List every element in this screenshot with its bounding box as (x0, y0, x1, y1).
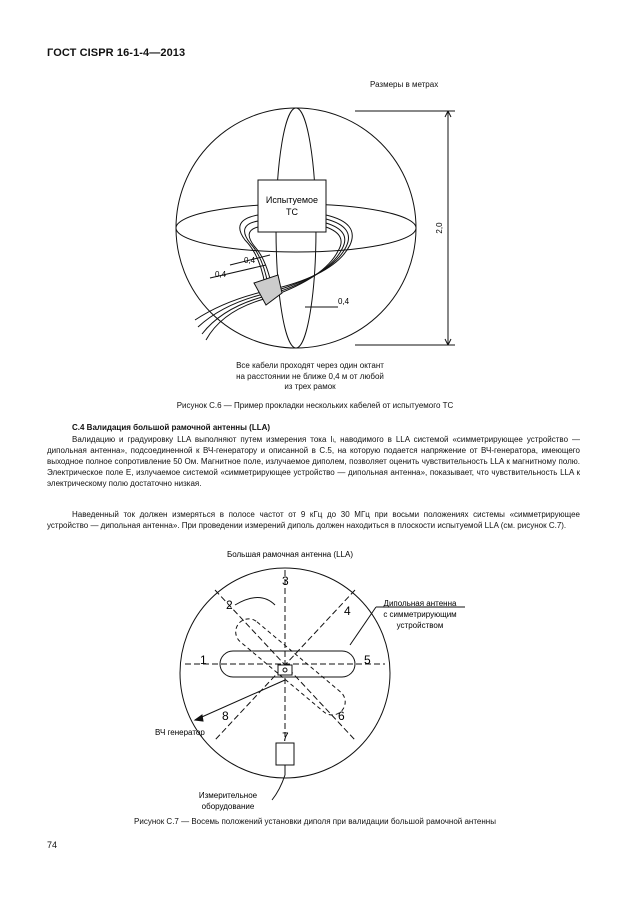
section-heading: С.4 Валидация большой рамочной антенны (LLA) (72, 423, 271, 432)
balun-box (278, 665, 292, 675)
figure-c7-caption: Рисунок С.7 — Восемь положений установки диполя при валидации большой рамочной антенны (134, 817, 496, 826)
position-6: 6 (338, 709, 345, 723)
dim-20: 2,0 (435, 222, 444, 234)
figure-c7-drawing (140, 545, 500, 815)
page-number: 74 (47, 840, 58, 850)
dimensions-note: Размеры в метрах (370, 80, 439, 89)
eut-label-1: Испытуемое (265, 195, 319, 205)
position-1: 1 (200, 653, 207, 667)
eut-box (258, 180, 326, 232)
measurement-box (276, 743, 294, 765)
measurement-label-2: оборудование (201, 802, 255, 811)
position-5: 5 (364, 653, 371, 667)
figure-c6-caption: Рисунок С.6 — Пример прокладки нескольких кабелей от испытуемого ТС (176, 401, 454, 410)
position-3: 3 (282, 574, 289, 588)
dim-04-c: 0,4 (338, 297, 350, 306)
figure-c6-note: Все кабели проходят через один октант на расстоянии не ближе 0,4 м от любой из трех рамок (236, 361, 384, 391)
position-2: 2 (226, 598, 233, 612)
paragraph-2: Наведенный ток должен измеряться в полосе частот от 9 кГц до 30 МГц при восьми положениях системы «симметрирующее устройство — дипольная антенна». При проведении измерений диполь должен находиться в плоскости испытуемой LLA (см. рисунок С.7). (47, 510, 580, 530)
measurement-label-1: Измерительное (198, 791, 258, 800)
figure-c6-drawing (170, 95, 470, 360)
dipole-label-1: Дипольная антенна (383, 599, 457, 608)
document-header: ГОСТ CISPR 16-1-4—2013 (47, 47, 186, 59)
dipole-label-3: устройством (396, 621, 444, 630)
dim-04-a: 0,4 (244, 256, 256, 265)
position-8: 8 (222, 709, 229, 723)
paragraph-1: Валидацию и градуировку LLA выполняют путем измерения тока Iₗ, наводимого в LLA системой «симметрирующее устройство — дипольная антенна», подсоединенной к ВЧ-генератору и описанной в С.5, на которую подается напряжение от ВЧ-генератора, имеющего выходное полное сопротивление 50 Ом. Магнитное поле, излучаемое диполем, позволяет оценить чувствительность LLA к магнитному полю. Электрическое поле E, излучаемое системой «симметрирующее устройство — дипольная антенна», показывает, что чувствительность LLA к электрическому полю достаточно низкая. (47, 435, 580, 488)
dim-04-b: 0,4 (215, 270, 227, 279)
position-7: 7 (282, 730, 289, 744)
lla-title: Большая рамочная антенна (LLA) (226, 550, 354, 559)
dipole-label-2: с симметрирующим (383, 610, 457, 619)
position-4: 4 (344, 604, 351, 618)
generator-label: ВЧ генератор (155, 728, 205, 737)
eut-label-2: ТС (286, 207, 298, 217)
